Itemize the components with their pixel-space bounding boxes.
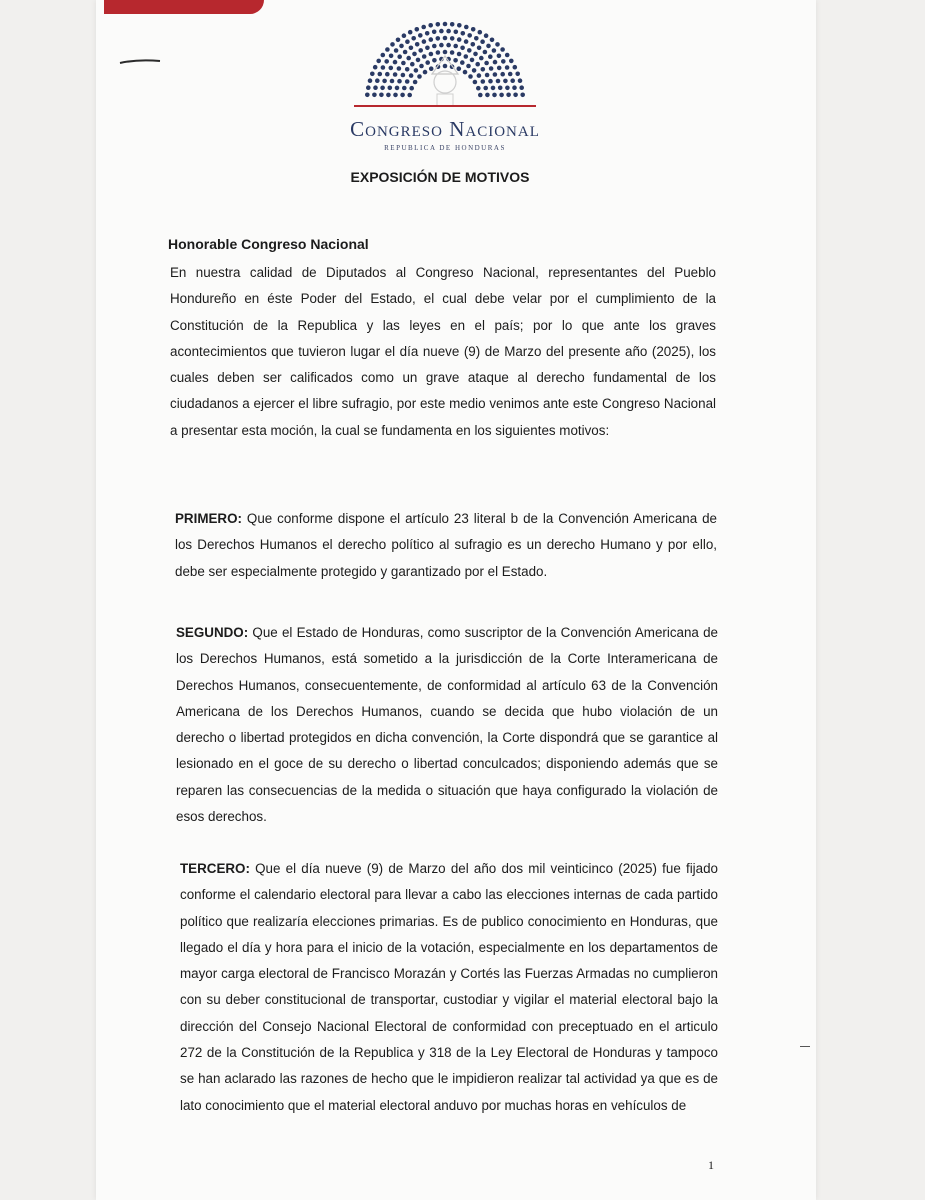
logo-seat-dot: [390, 79, 395, 84]
logo-seat-dot: [381, 53, 386, 58]
logo-seat-dot: [401, 61, 406, 66]
section-lead: SEGUNDO:: [176, 625, 249, 640]
logo-seat-dot: [464, 54, 469, 59]
logo-seat-dot: [518, 78, 523, 83]
pen-stroke-mark: [118, 56, 162, 68]
logo-seat-dot: [464, 25, 469, 30]
organization-name: Congreso Nacional: [350, 117, 540, 141]
logo-seat-dot: [443, 22, 448, 27]
logo-seat-dot: [411, 36, 416, 41]
logo-seat-dot: [467, 33, 472, 38]
logo-seat-dot: [429, 66, 434, 71]
logo-seat-dot: [477, 46, 482, 51]
logo-seat-dot: [484, 61, 489, 66]
logo-seat-dot: [418, 33, 423, 38]
logo-seat-dot: [473, 80, 478, 85]
logo-seat-dot: [368, 78, 373, 83]
logo-seat-dot: [379, 93, 384, 98]
logo-seat-dot: [493, 72, 498, 77]
logo-seat-dot: [423, 70, 428, 75]
logo-seat-dot: [396, 38, 401, 43]
logo-seat-dot: [419, 64, 424, 69]
red-corner-mark: [104, 0, 264, 14]
logo-seat-dot: [376, 59, 381, 64]
logo-seat-dot: [415, 42, 420, 47]
logo-seat-dot: [386, 93, 391, 98]
logo-seat-dot: [409, 73, 414, 78]
logo-seat-dot: [478, 30, 483, 35]
intro-paragraph: En nuestra calidad de Diputados al Congreso Nacional, representantes del Pueblo Hondureño en éste Poder del Estado, el cual debe velar por el cumplimiento de la Constitución de la Republica y las leyes en el país; por lo que ante los graves acontecimientos que tuvieron lugar el día nueve (9) de Marzo del presente año (2025), los cuales deben ser calificados como un grave ataque al derecho fundamental de los ciudadanos a ejercer el libre sufragio, por este medio venimos ante este Congreso Nacional a presentar esta moción, la cual se fundamenta en los siguientes motivos:: [170, 265, 716, 438]
logo-seat-dot: [480, 39, 485, 44]
logo-seat-dot: [436, 36, 441, 41]
logo-seat-dot: [496, 79, 501, 84]
logo-seat-dot: [429, 52, 434, 57]
logo-seat-dot: [493, 60, 498, 65]
section-segundo: [176, 620, 718, 830]
logo-seat-dot: [475, 62, 480, 67]
logo-seat-dot: [479, 56, 484, 61]
logo-seat-dot: [450, 22, 455, 27]
logo-seat-dot: [410, 62, 415, 67]
salutation: Honorable Congreso Nacional: [168, 236, 369, 252]
logo-seat-dot: [402, 86, 407, 91]
logo-seat-dot: [397, 66, 402, 71]
logo-seat-dot: [425, 46, 430, 51]
logo-seat-dot: [446, 29, 451, 34]
logo-seat-dot: [483, 50, 488, 55]
logo-seat-dot: [488, 79, 493, 84]
logo-seat-dot: [389, 66, 394, 71]
logo-seat-dot: [393, 72, 398, 77]
logo-seat-dot: [439, 29, 444, 34]
logo-seat-dot: [403, 50, 408, 55]
logo-seat-dot: [385, 47, 390, 52]
logo-seat-dot: [495, 42, 500, 47]
logo-seat-dot: [413, 80, 418, 85]
logo-seat-dot: [443, 64, 448, 69]
logo-seat-dot: [385, 72, 390, 77]
logo-seat-dot: [418, 48, 423, 53]
logo-seat-dot: [393, 60, 398, 65]
logo-seat-dot: [373, 65, 378, 70]
section-lead: PRIMERO:: [175, 511, 242, 526]
logo-seat-dot: [485, 73, 490, 78]
section-text: Que el Estado de Honduras, como suscriptor de la Convención Americana de los Derechos Humanos, está sometido a la jurisdicción de la Corte Interamericana de Derechos Humanos, consecuentemente, de conformidad al artículo 63 de la Convención Americana de los Derechos Humanos, cuando se decida que hubo violación de un derecho o libertad protegidos en dicha convención, la Corte dispondrá que se garantice al lesionado en el goce de su derecho o libertad conculcados; disponiendo además que se reparen las consecuencias de la medida o situación que haya configurado la violación de esos derechos.: [176, 625, 718, 825]
logo-seat-dot: [436, 22, 441, 27]
section-lead: TERCERO:: [180, 861, 250, 876]
logo-seat-dot: [513, 93, 518, 98]
logo-seat-dot: [505, 86, 510, 91]
logo-seat-dot: [439, 43, 444, 48]
logo-seat-dot: [380, 86, 385, 91]
logo-seat-dot: [468, 74, 473, 79]
logo-seat-dot: [497, 66, 502, 71]
logo-seat-dot: [471, 27, 476, 32]
coat-of-arms-icon: [432, 56, 458, 106]
logo-seat-dot: [505, 53, 510, 58]
logo-seat-dot: [432, 30, 437, 35]
logo-seat-dot: [497, 54, 502, 59]
logo-seat-dot: [492, 93, 497, 98]
logo-seat-dot: [450, 50, 455, 55]
logo-seat-dot: [443, 50, 448, 55]
logo-seat-dot: [407, 93, 412, 98]
logo-seat-dot: [397, 79, 402, 84]
logo-seat-dot: [373, 85, 378, 90]
logo-seat-dot: [366, 85, 371, 90]
logo-seat-dot: [488, 54, 493, 59]
logo-seat-dot: [381, 65, 386, 70]
logo-seat-dot: [370, 72, 375, 77]
logo-seat-dot: [425, 60, 430, 65]
logo-seat-dot: [508, 72, 513, 77]
logo-seat-dot: [481, 67, 486, 72]
logo-seat-dot: [450, 36, 455, 41]
logo-seat-dot: [505, 65, 510, 70]
logo-seat-dot: [409, 86, 414, 91]
logo-seat-dot: [473, 52, 478, 57]
logo-seat-dot: [461, 31, 466, 36]
logo-seat-dot: [470, 58, 475, 63]
logo-seat-dot: [405, 79, 410, 84]
logo-seat-dot: [401, 73, 406, 78]
logo-seat-dot: [402, 33, 407, 38]
logo-seat-dot: [436, 50, 441, 55]
logo-seat-dot: [417, 74, 422, 79]
logo-seat-dot: [394, 48, 399, 53]
logo-seat-dot: [390, 42, 395, 47]
logo-seat-dot: [415, 27, 420, 32]
logo-seat-dot: [500, 72, 505, 77]
logo-seat-dot: [506, 93, 511, 98]
logo-seat-dot: [457, 37, 462, 42]
logo-seat-dot: [464, 39, 469, 44]
logo-seat-dot: [408, 30, 413, 35]
logo-seat-dot: [409, 46, 414, 51]
logo-seat-dot: [472, 68, 477, 73]
logo-seat-dot: [414, 68, 419, 73]
logo-seat-dot: [498, 86, 503, 91]
logo-seat-dot: [425, 31, 430, 36]
logo-seat-dot: [397, 54, 402, 59]
logo-seat-dot: [399, 44, 404, 49]
logo-seat-dot: [405, 39, 410, 44]
logo-seat-dot: [513, 65, 518, 70]
logo-seat-dot: [478, 93, 483, 98]
logo-seat-dot: [400, 93, 405, 98]
logo-seat-dot: [422, 39, 427, 44]
logo-seat-dot: [501, 59, 506, 64]
logo-seat-dot: [405, 67, 410, 72]
logo-seat-dot: [446, 43, 451, 48]
logo-seat-dot: [519, 85, 524, 90]
page-number: 1: [708, 1158, 714, 1172]
logo-seat-dot: [463, 70, 468, 75]
logo-seat-dot: [481, 79, 486, 84]
logo-seat-dot: [453, 58, 458, 63]
logo-seat-dot: [483, 86, 488, 91]
section-text: Que conforme dispone el artículo 23 literal b de la Convención Americana de los Derechos Humanos el derecho político al sufragio es un derecho Humano y por ello, debe ser especialmente protegido y garantizado por el Estado.: [175, 511, 717, 579]
logo-seat-dot: [490, 38, 495, 43]
logo-seat-dot: [416, 58, 421, 63]
logo-seat-dot: [492, 48, 497, 53]
logo-seat-dot: [491, 86, 496, 91]
logo-seat-dot: [466, 64, 471, 69]
logo-seat-dot: [389, 54, 394, 59]
logo-seat-dot: [429, 37, 434, 42]
logo-seat-dot: [520, 93, 525, 98]
logo-seat-dot: [460, 60, 465, 65]
logo-seat-dot: [486, 44, 491, 49]
logo-seat-dot: [372, 93, 377, 98]
logo-seat-dot: [412, 52, 417, 57]
logo-seat-dot: [485, 93, 490, 98]
logo-seat-dot: [471, 42, 476, 47]
logo-seat-dot: [382, 79, 387, 84]
logo-seat-dot: [378, 72, 383, 77]
logo-seat-dot: [453, 44, 458, 49]
logo-seat-dot: [432, 58, 437, 63]
logo-seat-dot: [476, 86, 481, 91]
logo-seat-dot: [365, 93, 370, 98]
logo-seat-dot: [474, 36, 479, 41]
logo-seat-dot: [509, 59, 514, 64]
logo-seat-dot: [457, 52, 462, 57]
logo-seat-dot: [467, 48, 472, 53]
logo-seat-dot: [500, 47, 505, 52]
logo-seat-dot: [395, 86, 400, 91]
logo-seat-dot: [421, 25, 426, 30]
logo-seat-dot: [454, 30, 459, 35]
logo-seat-dot: [477, 73, 482, 78]
logo-seat-dot: [503, 79, 508, 84]
logo-seat-dot: [510, 78, 515, 83]
logo-seat-dot: [515, 72, 520, 77]
logo-seat-dot: [457, 66, 462, 71]
logo-seat-dot: [489, 66, 494, 71]
organization-subtitle: REPUBLICA DE HONDURAS: [384, 144, 506, 152]
logo-seat-dot: [484, 33, 489, 38]
logo-seat-dot: [388, 86, 393, 91]
document-title: EXPOSICIÓN DE MOTIVOS: [350, 169, 530, 185]
logo-seat-dot: [457, 23, 462, 28]
congress-hemicycle-logo: [340, 10, 550, 120]
logo-seat-dot: [499, 93, 504, 98]
section-text: Que el día nueve (9) de Marzo del año dos mil veinticinco (2025) fue fijado conforme el calendario electoral para llevar a cabo las elecciones internas de cada partido político que realizaría elecciones primarias. Es de publico conocimiento en Honduras, que llegado el día y hora para el inicio de la votación, especialmente en los departamentos de mayor carga electoral de Francisco Morazán y Cortés las Fuerzas Armadas no cumplieron con su deber constitucional de transportar, custodiar y vigilar el material electoral bajo la dirección del Consejo Nacional Electoral de conformidad con preceptuado en el articulo 272 de la Constitución de la Republica y 318 de la Ley Electoral de Honduras y tampoco se han aclarado las razones de hecho que le impidieron realizar tal actividad ya que es de lato conocimiento que el material electoral anduvo por muchas horas en vehículos de: [180, 861, 718, 1113]
logo-seat-dot: [406, 56, 411, 61]
logo-seat-dot: [375, 78, 380, 83]
logo-seat-dot: [512, 85, 517, 90]
logo-seat-dot: [432, 44, 437, 49]
logo-seat-dot: [443, 36, 448, 41]
logo-seat-dot: [428, 23, 433, 28]
margin-mark: [800, 1046, 810, 1047]
section-tercero: [180, 856, 718, 1119]
logo-seat-dot: [384, 59, 389, 64]
section-primero: [175, 506, 717, 585]
logo-seat-dot: [422, 54, 427, 59]
logo-seat-dot: [460, 46, 465, 51]
logo-seat-dot: [393, 93, 398, 98]
